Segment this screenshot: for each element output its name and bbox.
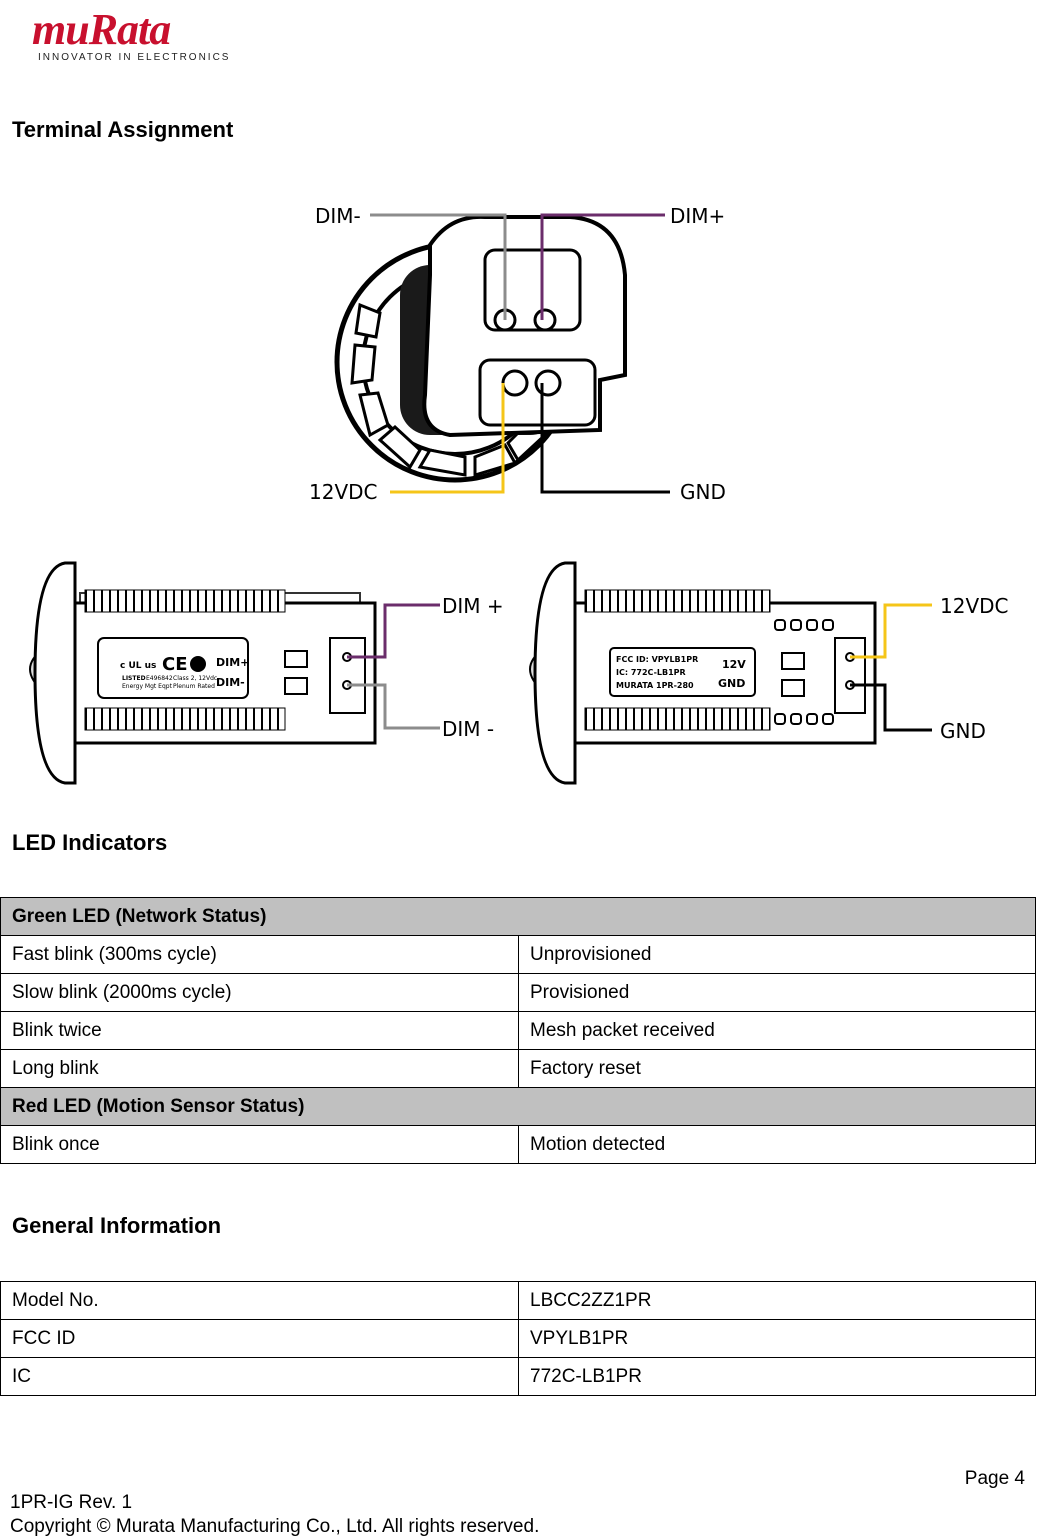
label-side-12vdc: 12VDC	[940, 594, 1009, 618]
threads-bottom-band-right	[585, 708, 770, 730]
page-number: Page 4	[964, 1468, 1025, 1489]
bluetooth-icon	[190, 656, 206, 672]
v12-text: 12V	[722, 658, 746, 671]
table-row	[1, 1126, 1036, 1164]
label-dim-plus: DIM+	[670, 204, 726, 228]
connector-end	[330, 638, 365, 713]
table-row	[1, 936, 1036, 974]
threads-top-band	[85, 590, 285, 612]
side-left-label-minus: DIM-	[216, 676, 245, 689]
section-heading-general: General Information	[12, 1213, 222, 1238]
label-12vdc: 12VDC	[309, 480, 378, 504]
threads-top-band-right	[585, 590, 770, 612]
plenum-text: Plenum Rated	[173, 683, 215, 690]
class-text: Class 2, 12Vdc	[173, 675, 218, 682]
table-row	[1, 1012, 1036, 1050]
side-view-left-diagram	[10, 558, 510, 788]
label-dim-minus: DIM-	[315, 204, 361, 228]
logo	[32, 4, 170, 55]
table-row	[1, 974, 1036, 1012]
led-table	[0, 897, 1036, 1164]
flange-right	[535, 563, 575, 783]
fcc-text: FCC ID: VPYLB1PR	[616, 655, 699, 664]
section-heading-terminal: Terminal Assignment	[12, 117, 234, 142]
label-side-dim-minus: DIM -	[442, 717, 495, 741]
lower-slot	[480, 360, 595, 425]
table-cell: Provisioned	[519, 974, 1036, 1012]
side-left-label-plus: DIM+	[216, 656, 250, 669]
table-row	[1, 1088, 1036, 1126]
table-cell: Model No.	[1, 1282, 519, 1320]
table-cell: Blink twice	[1, 1012, 519, 1050]
section-heading-led: LED Indicators	[12, 830, 168, 855]
table-cell: Mesh packet received	[519, 1012, 1036, 1050]
terminal-block-lower-right	[782, 680, 804, 696]
file-no-text: E496842	[146, 675, 173, 682]
table-cell: Long blink	[1, 1050, 519, 1088]
table-cell: IC	[1, 1358, 519, 1396]
table-cell: Slow blink (2000ms cycle)	[1, 974, 519, 1012]
table-cell: LBCC2ZZ1PR	[519, 1282, 1036, 1320]
gnd-small-text: GND	[718, 677, 746, 690]
table-row	[1, 1050, 1036, 1088]
label-side-dim-plus: DIM +	[442, 594, 504, 618]
terminal-block-upper	[285, 651, 307, 667]
table-row	[1, 1358, 1036, 1396]
energy-text: Energy Mgt Eqpt	[122, 683, 172, 690]
terminal-block-upper-right	[782, 653, 804, 669]
red-led-header: Red LED (Motion Sensor Status)	[1, 1088, 1036, 1126]
top-view-diagram	[300, 195, 740, 505]
label-gnd: GND	[680, 480, 726, 504]
terminal-dim-plus-hole	[535, 310, 555, 330]
terminal-block-lower	[285, 678, 307, 694]
table-cell: VPYLB1PR	[519, 1320, 1036, 1358]
table-cell: Unprovisioned	[519, 936, 1036, 974]
ce-mark: CE	[162, 654, 188, 675]
label-side-gnd: GND	[940, 719, 986, 743]
table-row	[1, 898, 1036, 936]
general-table	[0, 1281, 1036, 1396]
table-cell: Blink once	[1, 1126, 519, 1164]
terminal-gnd-hole	[536, 371, 560, 395]
doc-revision: 1PR-IG Rev. 1	[10, 1492, 133, 1513]
terminal-vdc-hole	[503, 371, 527, 395]
table-cell: Fast blink (300ms cycle)	[1, 936, 519, 974]
table-cell: Motion detected	[519, 1126, 1036, 1164]
table-row	[1, 1282, 1036, 1320]
flange	[35, 563, 75, 783]
copyright: Copyright © Murata Manufacturing Co., Ltd. All rights reserved.	[10, 1516, 540, 1537]
ic-text: IC: 772C-LB1PR	[616, 668, 686, 677]
table-row	[1, 1320, 1036, 1358]
logo-wordmark: muRata	[32, 5, 171, 54]
listed-text: LISTED	[122, 675, 146, 682]
threads-bottom-band	[85, 708, 285, 730]
side-view-right-diagram	[510, 558, 1030, 788]
table-cell: 772C-LB1PR	[519, 1358, 1036, 1396]
connector-end-right	[835, 638, 865, 713]
green-led-header: Green LED (Network Status)	[1, 898, 1036, 936]
table-cell: FCC ID	[1, 1320, 519, 1358]
ul-mark: c UL us	[120, 661, 157, 671]
model-text: MURATA 1PR-280	[616, 681, 694, 690]
table-cell: Factory reset	[519, 1050, 1036, 1088]
logo-tagline: INNOVATOR IN ELECTRONICS	[38, 52, 231, 63]
